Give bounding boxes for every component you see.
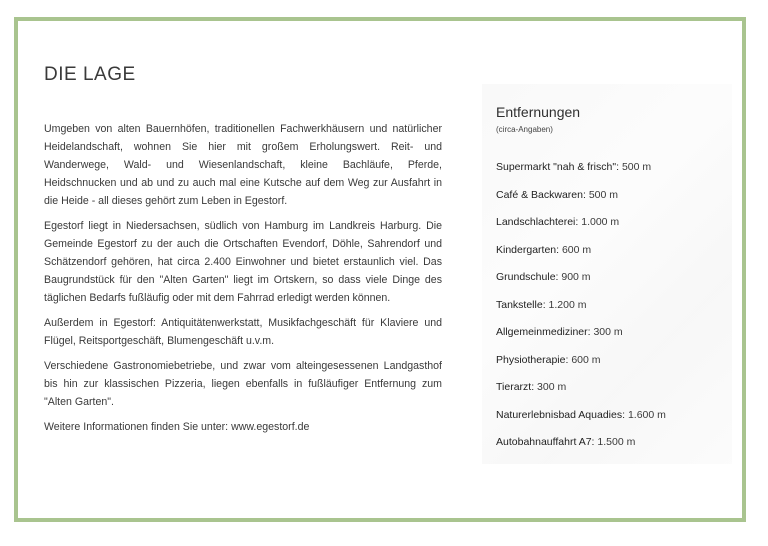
distance-value: 300 m [537,381,567,393]
distance-value: 1.200 m [548,298,587,311]
distance-item [496,188,666,216]
distance-name: Naturerlebnisbad Aquadies: [496,408,626,421]
paragraph-surroundings: Umgeben von alten Bauernhöfen, traditionellen Fachwerkhäusern und natürlicher Heidelandschaft, wohnen Sie hier mit großem Erholungswert. Reit- und Wanderwege, Wald- und Wiesenlandschaft, kleine Bachläufe, Pferde, Heidschnucken und ab und zu auch mal eine Kutsche auf dem Weg zur Ausfahrt in die Heide - all dieses gehört zum Leben in Egestorf. [44,123,442,207]
distance-name: Tankstelle: [496,298,546,311]
distance-name: Grundschule: [496,271,559,283]
distances-title: Entfernungen [496,104,581,120]
paragraph-egestorf: Egestorf liegt in Niedersachsen, südlich von Hamburg im Landkreis Harburg. Die Gemeinde Egestorf zu der auch die Ortschaften Evendorf, Döhle, Sahrendorf und Schätzendorf gehören, hat circa 2.400 Einwohner und bietet erstaunlich viel. Das Baugrundstück für den "Alten Garten" liegt im Ortskern, so dass viele Dinge des täglichen Bedarfs fußläufig oder mit dem Fahrrad erledigt werden können. [44,220,442,304]
distance-value: 1.000 m [581,216,620,228]
distance-item [496,298,666,326]
distance-value: 600 m [561,243,592,256]
distance-value: 1.500 m [597,436,636,448]
paragraph-gastronomy: Verschiedene Gastronomiebetriebe, und zwar vom alteingesessenen Landgasthof bis hin zur klassischen Pizzeria, liegen ebenfalls in fußläufiger Entfernung zum "Alten Garten". [44,360,442,408]
distance-name: Tierarzt: [496,381,535,393]
distance-name: Supermarkt "nah & frisch": [496,161,620,173]
distance-item [496,215,666,243]
distance-value: 1.600 m [627,408,666,421]
location-section [44,64,442,443]
distances-list [496,160,666,463]
distance-value: 500 m [621,161,652,173]
distance-item [496,243,666,271]
distance-value: 300 m [593,326,623,338]
distance-name: Landschlachterei: [496,216,579,228]
distance-item [496,270,666,298]
paragraph-more-info: Weitere Informationen finden Sie unter: www.egestorf.de [44,421,310,433]
distance-value: 600 m [571,353,601,366]
distance-name: Kindergarten: [496,243,560,256]
distance-item [496,325,666,353]
page-title: DIE LAGE [44,64,136,85]
distance-item [496,353,666,381]
distance-item [496,380,666,408]
distance-value: 500 m [588,188,618,201]
paragraph-shops: Außerdem in Egestorf: Antiquitätenwerkstatt, Musikfachgeschäft für Klaviere und Flügel, Reitsportgeschäft, Blumengeschäft u.v.m. [44,317,442,347]
distance-name: Physiotherapie: [496,353,569,366]
distances-panel [482,84,732,474]
distances-subtitle: (circa-Angaben) [496,125,553,134]
distance-name: Café & Backwaren: [496,188,586,201]
distance-item [496,160,666,188]
distance-name: Allgemeinmediziner: [496,326,591,338]
distance-value: 900 m [561,271,591,283]
distance-item [496,435,666,463]
distance-name: Autobahnauffahrt A7: [496,436,595,448]
distance-item [496,408,666,436]
